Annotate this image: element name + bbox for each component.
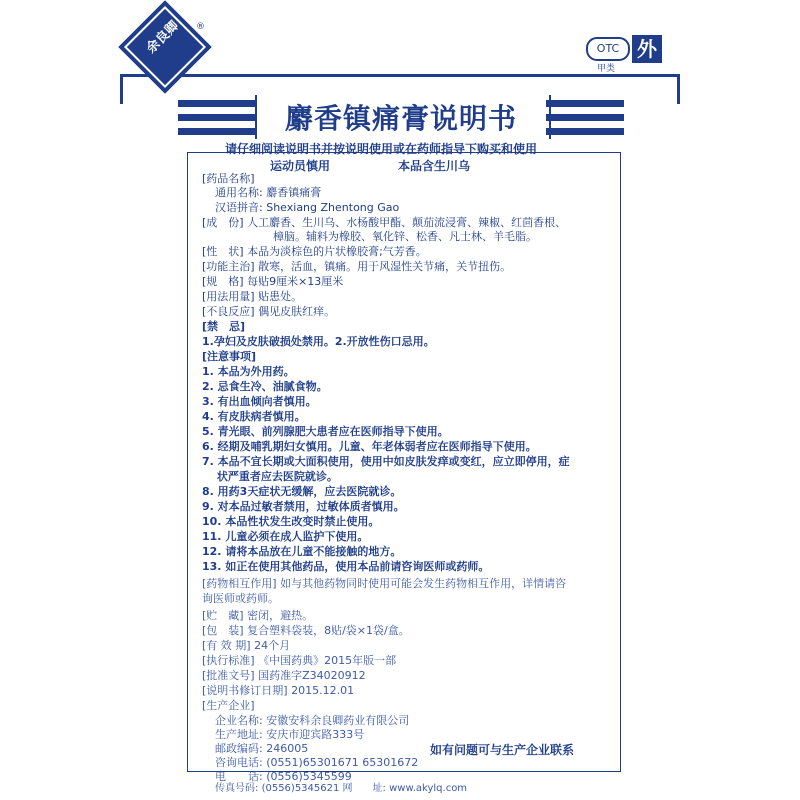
character-value: 本品为淡棕色的片状橡胶膏;气芳香。 [247,245,427,258]
usage-value: 贴患处。 [258,290,303,303]
contact-note: 如有问题可与生产企业联系 [430,743,575,757]
company-value: 安徽安科余良卿药业有限公司 [266,714,410,727]
interaction-value-2: 询医师或药师。 [202,592,279,605]
spec-row [202,275,343,289]
pinyin-label: 汉语拼音: [215,201,263,214]
spec-value: 每贴9厘米×13厘米 [247,275,344,288]
adverse-label: [不良反应] [202,305,255,318]
contra-value: 1.孕妇及皮肤破损处禁用。2.开放性伤口忌用。 [202,335,435,348]
standard-label: [执行标准] [202,654,255,667]
note-item: 8. 用药3天症状无缓解，应去医院就诊。 [202,485,402,498]
postcode-label: 邮政编码: [215,742,263,755]
pinyin-row [215,201,399,215]
character-label: [性 状] [202,245,244,258]
ingredients-label: [成 份] [202,216,244,229]
web-value: www.akylq.com [389,783,468,794]
fax-web-row [215,784,467,794]
postcode-row [215,742,308,756]
notes-label: [注意事项] [202,350,257,363]
approval-row [202,669,366,683]
generic-name-value: 麝香镇痛膏 [266,186,322,199]
company-label: 企业名称: [215,714,263,727]
phone-value: (0551)65301671 65301672 [266,756,419,769]
tel-value: (0556)5345599 [266,770,352,783]
contra-label: [禁 忌] [202,320,246,333]
web-label: 网 址: [342,783,386,794]
interaction-value-1: 如与其他药物同时使用可能会发生药物相互作用，详情请咨 [280,577,567,590]
tel-row [215,770,352,784]
phone-row [215,756,418,770]
address-label: 生产地址: [215,728,263,741]
storage-label: [贮 藏] [202,609,244,622]
ingredients-value-1: 人工麝香、生川乌、水杨酸甲酯、颠茄流浸膏、辣椒、红茴香根、 [247,216,567,229]
roof-left-3 [178,128,256,135]
interaction-label: [药物相互作用] [202,577,277,590]
left-bracket [120,74,123,104]
package-row [202,624,410,638]
generic-name-row [215,186,321,200]
external-use-badge: 外 [632,35,662,63]
revision-row [202,684,354,698]
tel-label: 电 话: [215,770,263,783]
brand-logo [118,0,211,93]
approval-label: [批准文号] [202,669,255,682]
warning-ingredient: 本品含生川乌 [398,159,471,173]
usage-row [202,290,302,304]
roof-right-1 [546,100,624,107]
spec-label: [规 格] [202,275,244,288]
storage-value: 密闭，避热。 [247,609,314,622]
package-value: 复合塑料袋装，8贴/袋×1袋/盒。 [247,624,410,637]
adverse-row [202,305,335,319]
note-item: 6. 经期及哺乳期妇女慎用。儿童、年老体弱者应在医师指导下使用。 [202,440,537,453]
roof-right-2 [546,114,624,121]
manufacturer-label: [生产企业] [202,699,255,712]
document-title: 麝香镇痛膏说明书 [284,102,517,135]
validity-row [202,639,290,653]
otc-class: 甲类 [597,64,616,74]
generic-name-label: 通用名称: [215,186,263,199]
fax-value: (0556)5345621 [261,783,340,794]
package-label: [包 装] [202,624,244,637]
indication-label: [功能主治] [202,260,255,273]
validity-label: [有 效 期] [202,639,251,652]
address-row [215,728,364,742]
revision-label: [说明书修订日期] [202,684,288,697]
pinyin-value: Shexiang Zhentong Gao [266,201,400,214]
approval-value: 国药准字Z34020912 [258,669,366,682]
note-item: 3. 有出血倾向者慎用。 [202,395,317,408]
note-item: 11. 儿童必须在成人监护下使用。 [202,530,369,543]
storage-row [202,609,313,623]
character-row [202,245,427,259]
indication-value: 散寒，活血，镇痛。用于风湿性关节痛，关节扭伤。 [258,260,512,273]
standard-value: 《中国药典》2015年版一部 [258,654,397,667]
phone-label: 咨询电话: [215,756,263,769]
note-item: 状严重者应去医院就诊。 [202,470,338,483]
ingredients-row [202,216,566,230]
note-item: 10. 本品性状发生改变时禁止使用。 [202,515,380,528]
fax-label: 传真号码: [215,783,259,794]
note-item: 12. 请将本品放在儿童不能接触的地方。 [202,545,402,558]
company-row [215,714,409,728]
indication-row [202,260,511,274]
right-bracket [677,74,680,104]
note-item: 13. 如正在使用其他药品，使用本品前请咨询医师或药师。 [202,560,490,573]
postcode-value: 246005 [266,742,309,755]
top-rule [120,74,680,77]
note-item: 1. 本品为外用药。 [202,365,295,378]
registered-mark: ® [196,22,205,32]
note-item: 9. 对本品过敏者禁用，过敏体质者慎用。 [202,500,405,513]
section-drug-name [202,172,255,186]
roof-left-1 [178,100,256,107]
revision-value: 2015.12.01 [291,684,355,697]
roof-right-3 [546,128,624,135]
note-item: 7. 本品不宜长期或大面积使用，使用中如皮肤发痒或变红，应立即停用，症 [202,455,570,468]
warning-athletes: 运动员慎用 [270,159,331,173]
otc-badge: OTC [586,37,630,61]
standard-row [202,654,396,668]
ingredients-value-2: 樟脑。辅料为橡胶、氧化锌、松香、凡士林、羊毛脂。 [273,230,537,243]
roof-left-2 [178,114,256,121]
note-item: 5. 青光眼、前列腺肥大患者应在医师指导下使用。 [202,425,449,438]
drug-name-header: [药品名称] [202,172,255,185]
adverse-value: 偶见皮肤红痒。 [258,305,336,318]
address-value: 安庆市迎宾路333号 [266,728,365,741]
note-item: 2. 忌食生冷、油腻食物。 [202,380,328,393]
usage-label: [用法用量] [202,290,255,303]
note-item: 4. 有皮肤病者慎用。 [202,410,306,423]
brand-logo-text: 余良卿 [143,18,183,57]
interaction-row [202,577,566,591]
warning-line-1: 请仔细阅读说明书并按说明使用或在药师指导下购买和使用 [225,142,538,156]
validity-value: 24个月 [254,639,291,652]
